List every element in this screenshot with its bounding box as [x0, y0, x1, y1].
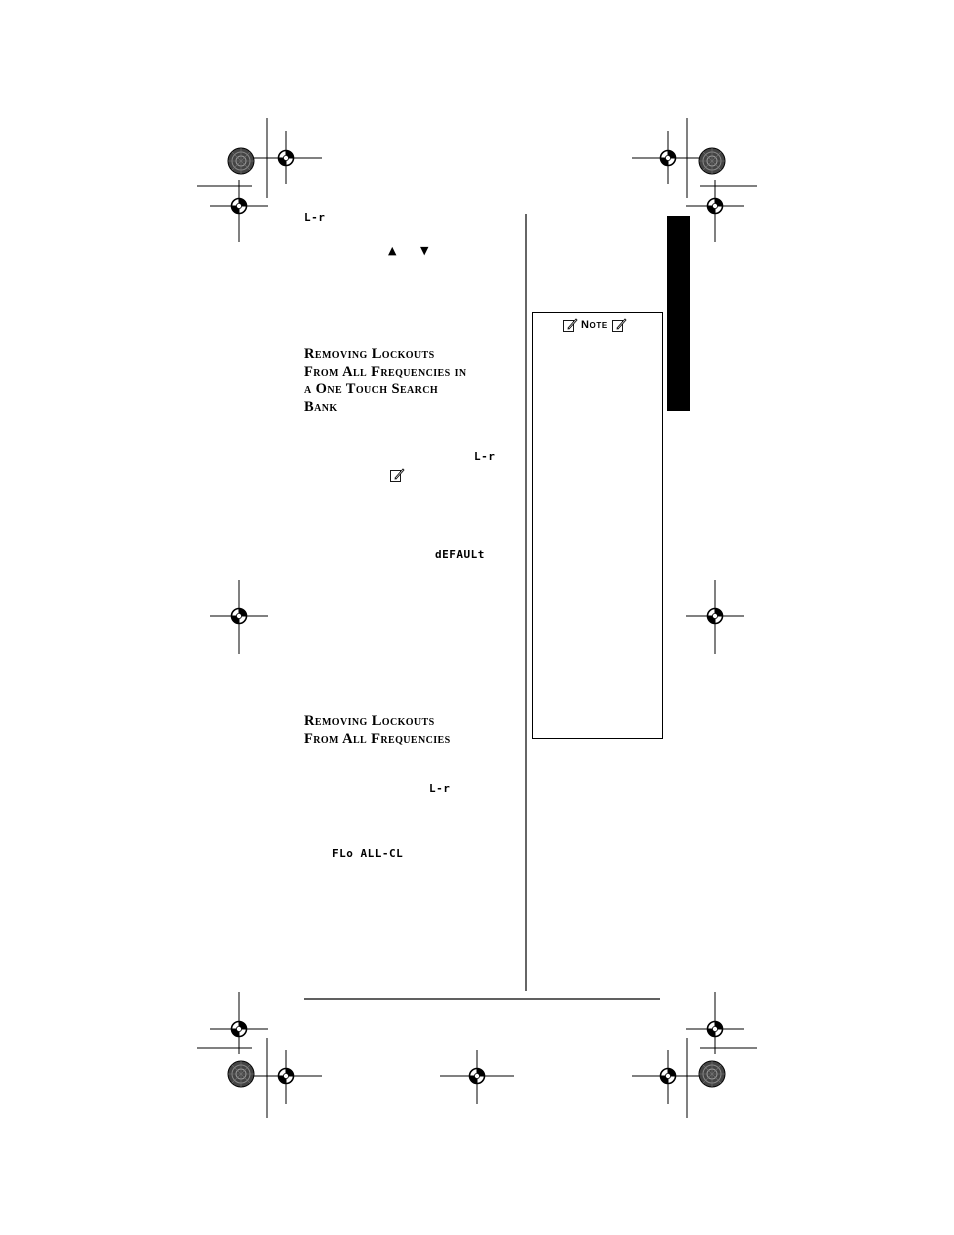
down-arrow-icon: ▼ [420, 244, 429, 257]
registration-mark-icon [232, 199, 247, 214]
note-box [533, 313, 663, 739]
registration-mark-icon [232, 1022, 247, 1037]
display-code-flo-all-cl: FLo ALL-CL [332, 847, 404, 860]
registration-mark-icon [470, 1069, 485, 1084]
heading-remove-lockouts-all [304, 713, 451, 748]
display-code-lr-bank: L-r [474, 450, 496, 463]
registration-mark-icon [708, 609, 723, 624]
registration-mark-icon [661, 1069, 676, 1084]
heading-remove-lockouts-bank [304, 346, 466, 416]
note-pencil-icon [562, 317, 578, 333]
registration-mark-icon [279, 1069, 294, 1084]
color-target-icon [699, 148, 725, 174]
heading-line: Bank [304, 398, 338, 415]
color-target-icon [699, 1061, 725, 1087]
color-target-icon [228, 148, 254, 174]
registration-mark-icon [708, 199, 723, 214]
registration-mark-icon [279, 151, 294, 166]
heading-line: Removing Lockouts [304, 346, 435, 362]
note-header [562, 317, 627, 333]
display-code-lr-top: L-r [304, 211, 326, 224]
note-pencil-icon [611, 317, 627, 333]
note-label: Note [581, 319, 608, 331]
registration-mark-icon [708, 1022, 723, 1037]
registration-mark-icon [232, 609, 247, 624]
registration-mark-icon [661, 151, 676, 166]
up-arrow-icon: ▲ [388, 244, 397, 257]
display-code-default: dEFAULt [435, 548, 485, 561]
heading-line: From All Frequencies in [304, 363, 467, 380]
color-target-icon [228, 1061, 254, 1087]
note-pencil-icon [389, 467, 405, 483]
heading-line: From All Frequencies [304, 730, 451, 747]
heading-line: a One Touch Search [304, 381, 439, 397]
thumb-tab [667, 216, 690, 411]
heading-line: Removing Lockouts [304, 713, 435, 729]
display-code-lr-all: L-r [429, 782, 451, 795]
